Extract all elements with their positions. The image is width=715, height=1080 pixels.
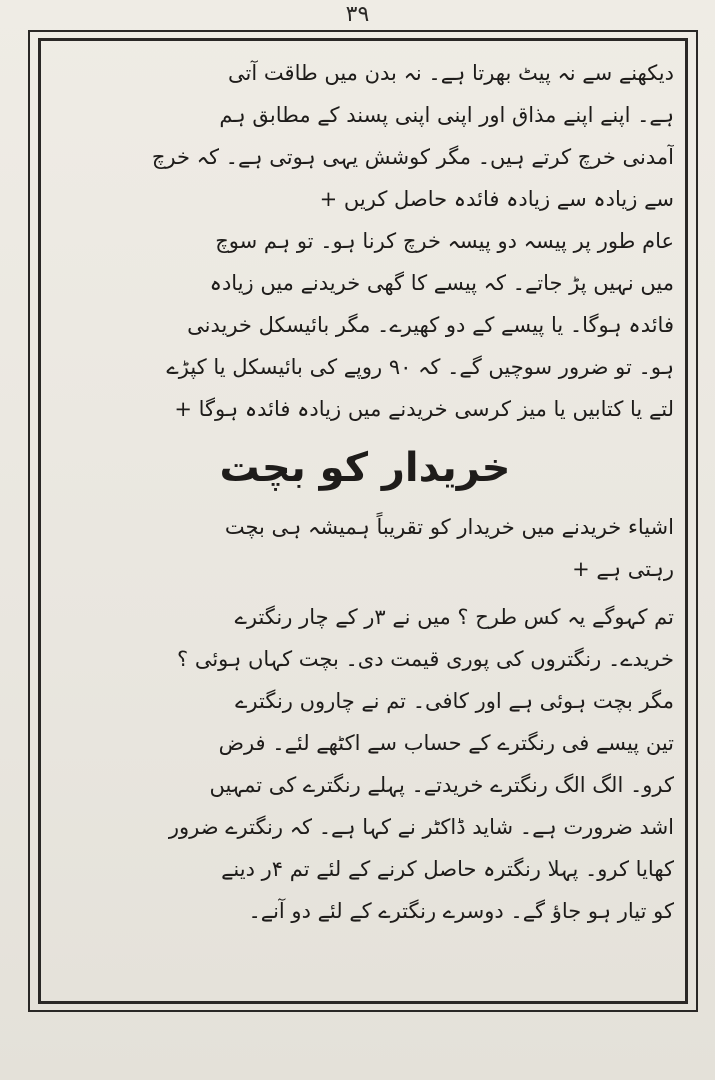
paragraph (56, 52, 674, 220)
text-line: اشد ضرورت ہے۔ شاید ڈاکٹر نے کہا ہے۔ کہ رنگترے ضرور (168, 815, 674, 839)
text-line: عام طور پر پیسہ دو پیسہ خرچ کرنا ہو۔ تو ہم سوچ (215, 229, 674, 253)
text-line: ہو۔ تو ضرور سوچیں گے۔ کہ ۹۰ روپے کی بائیسکل یا کپڑے (166, 355, 674, 379)
text-line: میں نہیں پڑ جاتے۔ کہ پیسے کا گھی خریدنے میں زیادہ (209, 271, 674, 295)
paragraph (56, 596, 674, 932)
text-line: اشیاء خریدنے میں خریدار کو تقریباً ہمیشہ ہی بچت (224, 515, 674, 539)
text-line: کرو۔ الگ الگ رنگترے خریدتے۔ پہلے رنگترے کی تمہیں (209, 773, 674, 797)
text-line: کھایا کرو۔ پہلا رنگترہ حاصل کرنے کے لئے تم ۴ر دینے (221, 857, 674, 881)
paragraph (56, 506, 674, 590)
text-line: دیکھنے سے نہ پیٹ بھرتا ہے۔ نہ بدن میں طاقت آتی (228, 61, 674, 85)
section-heading: خریدار کو بچت (219, 445, 511, 491)
text-body (56, 52, 674, 932)
text-line: ہے۔ اپنے اپنے مذاق اور اپنی اپنی پسند کے مطابق ہم (219, 103, 674, 127)
text-line: خریدے۔ رنگتروں کی پوری قیمت دی۔ بچت کہاں ہوئی ؟ (177, 647, 674, 671)
text-line: تین پیسے فی رنگترے کے حساب سے اکٹھے لئے۔ فرض (218, 731, 674, 755)
text-line: تم کہوگے یہ کس طرح ؟ میں نے ۳ر کے چار رنگترے (234, 605, 674, 629)
text-line: مگر بچت ہوئی ہے اور کافی۔ تم نے چاروں رنگترے (235, 689, 674, 713)
text-line: رہتی ہے + (572, 557, 674, 581)
text-line: فائدہ ہوگا۔ یا پیسے کے دو کھیرے۔ مگر بائیسکل خریدنی (187, 313, 674, 337)
text-line: لتے یا کتابیں یا میز کرسی خریدنے میں زیادہ فائدہ ہوگا + (174, 397, 674, 421)
text-line: آمدنی خرچ کرتے ہیں۔ مگر کوشش یہی ہوتی ہے۔ کہ خرچ (151, 145, 674, 169)
text-line: کو تیار ہو جاؤ گے۔ دوسرے رنگترے کے لئے دو آنے۔ (248, 899, 674, 923)
page-number: ۳۹ (345, 2, 370, 27)
paragraph (56, 220, 674, 430)
text-line: سے زیادہ سے زیادہ فائدہ حاصل کریں + (319, 187, 674, 211)
